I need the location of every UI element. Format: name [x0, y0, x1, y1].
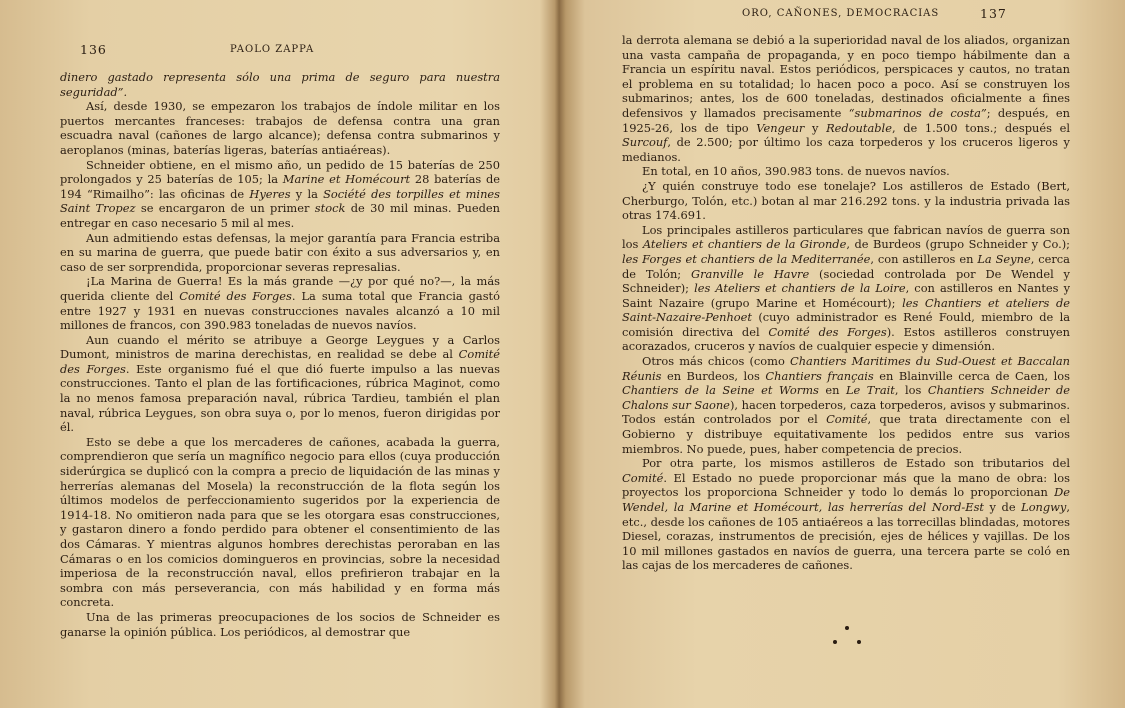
italic-text: Vengeur [756, 120, 805, 135]
paragraph [60, 158, 500, 231]
italic-text: Comité [622, 470, 664, 485]
text-run: Esto se debe a que los mercaderes de cañones, acabada la guerra, comprendieron que sería un magnífico negocio para ellos (cuya producción siderúrgica se duplicó con la compra a precio de liquidación de las minas y herrerías alemanas del Mosela) la reconstrucción de la flota según los últimos modelos de perfeccionamiento sugeridos por la experiencia de 1914-18. No omitieron nada para que se les otorgara esas construcciones, y gastaron dinero a fondo perdido para obtener el consentimiento de las dos Cámaras. Y mientras algunos hombres derechistas peroraban en las Cámaras o en los comicios domingueros en provincias, sobre la necesidad imperiosa de la reconstrucción naval, ellos prefirieron trabajar en la sombra con más perseverancia, con más habilidad y en forma más concreta. [60, 434, 500, 610]
text-run: Así, desde 1930, se empezaron los trabajos de índole militar en los puertos mercantes franceses: trabajos de defensa contra una gran escuadra naval (cañones de largo alcance); defensa contra submarinos y aeroplanos (minas, baterías ligeras, baterías antiaéreas). [60, 99, 500, 157]
text-run: , de 2.500; por último los caza torpederos y los cruceros ligeros y medianos. [622, 135, 1070, 164]
text-run: ¡La Marina de Guerra! Es la más grande —¿y por qué no?—, la más querida cliente del [60, 274, 500, 303]
text-run: Una de las primeras preocupaciones de los socios de Schneider es ganarse la opinión pública. Los periódicos, al demostrar que [60, 609, 500, 639]
text-run: y la [290, 186, 324, 201]
italic-text: Longwy [1021, 500, 1067, 514]
italic-text: dinero gastado representa sólo una prima de seguro para nuestra seguridad”. [60, 70, 500, 99]
left-running-title: PAOLO ZAPPA [230, 44, 315, 55]
italic-text: Ateliers et chantiers de la Gironde [642, 237, 847, 252]
italic-text: De Wendel, la Marine et Homécourt, las herrerías del Nord-Est [622, 485, 1070, 514]
italic-text: La Seyne [977, 251, 1031, 266]
italic-text: Comité des Forges [179, 288, 292, 303]
right-page [612, 0, 1070, 708]
left-page-number: 136 [80, 42, 107, 57]
text-run: ; después, en 1925-26, los de tipo [622, 105, 1070, 135]
italic-text: Chantiers de la Seine et Worms [622, 383, 819, 398]
paragraph [622, 223, 1070, 354]
italic-text: “submarinos de costa” [848, 105, 987, 120]
text-run: , de 1.500 tons.; después el [891, 120, 1070, 135]
text-run: en Burdeos, los [661, 368, 766, 383]
text-run: ). Estos astilleros construyen acorazados, cruceros y navíos de cualquier especie y dimensión. [622, 324, 1070, 354]
italic-text: Redoutable [826, 120, 892, 135]
text-run: Aun admitiendo estas defensas, la mejor garantía para Francia estriba en su marina de guerra, que puede batir con éxito a sus adversarios y, en caso de ser sorprendida, proporcionar severas represalias. [60, 230, 500, 274]
text-run: . La suma total que Francia gastó entre 1927 y 1931 en nuevas construcciones navales alcanzó a 10 mil millones de francos, con 390.983 toneladas de nuevos navíos. [60, 288, 500, 333]
italic-text: Société des torpilles et mines Saint Tropez [60, 186, 500, 216]
text-run: En total, en 10 años, 390.983 tons. de nuevos navíos. [642, 164, 950, 179]
text-run: (cuyo administrador es René Fould, miembro de la comisión directiva del [622, 310, 1070, 339]
paragraph [622, 354, 1070, 456]
right-body-text [622, 33, 1070, 573]
italic-text: Surcouf [622, 135, 668, 150]
italic-text: les Ateliers et chantiers de la Loire [694, 281, 906, 296]
text-run: se encargaron de un primer [135, 201, 315, 216]
paragraph [60, 99, 500, 157]
italic-text: Chantiers Maritimes du Sud-Ouest et Baccalan Réunis [622, 354, 1070, 383]
text-run: ), hacen torpederos, caza torpederos, avisos y submarinos. Todos están controlados por el [622, 397, 1070, 427]
text-run: Los principales astilleros particulares que fabrican navíos de guerra son los [622, 222, 1070, 252]
left-body-text [60, 70, 500, 639]
text-run: , los [894, 383, 928, 398]
italic-text: Comité des Forges [768, 324, 887, 339]
text-run: , cerca de Tolón; [622, 251, 1070, 281]
paragraph [622, 179, 1070, 223]
text-run: . El Estado no puede proporcionar más que la mano de obra: los proyectos los proporciona Schneider y todo lo demás lo proporcionan [622, 470, 1070, 500]
paragraph [60, 70, 500, 99]
text-run: Schneider obtiene, en el mismo año, un pedido de 15 baterías de 250 prolongados y 25 baterías de 105; la [60, 157, 500, 187]
paragraph [60, 333, 500, 435]
paragraph [622, 33, 1070, 164]
italic-text: Chantiers Schneider de Chalons sur Saone [622, 383, 1070, 412]
text-run: de 30 mil minas. Pueden entregar en caso necesario 5 mil al mes. [60, 201, 500, 230]
text-run: y de [984, 500, 1022, 514]
text-run: ¿Y quién construye todo ese tonelaje? Los astilleros de Estado (Bert, Cherburgo, Tolón, etc.) botan al mar 216.292 tons. y la industria privada las otras 174.691. [622, 178, 1070, 223]
right-page-number: 137 [980, 6, 1007, 21]
text-run: la derrota alemana se debió a la superioridad naval de los aliados, organizan una vasta campaña de propaganda, y en poco tiempo hábilmente dan a Francia un espíritu naval. Estos periódicos, perspicaces y cautos, no tratan el problema en su totalidad; lo hacen poco a poco. Así se construyen los submarinos; antes, los de 600 toneladas, destinados oficialmente a fines defensivos y llamados precisamente [622, 33, 1070, 120]
italic-text: les Chantiers et ateliers de Saint-Nazaire-Penhoet [622, 295, 1070, 325]
italic-text: stock [314, 201, 346, 216]
paragraph [60, 610, 500, 639]
italic-text: Granville le Havre [690, 266, 810, 281]
text-run: , que trata directamente con el Gobierno y distribuye equitativamente los pedidos entre sus varios miembros. No puede, pues, haber competencia de precios. [622, 412, 1070, 456]
text-run: , de Burdeos (grupo Schneider y Co.); [846, 237, 1070, 252]
right-running-title: ORO, CAÑONES, DEMOCRACIAS [742, 8, 940, 19]
text-run: en Blainville cerca de Caen, los [873, 368, 1070, 383]
left-page [40, 0, 500, 708]
italic-text: Hyeres [249, 186, 291, 201]
paragraph [60, 231, 500, 275]
paragraph [60, 274, 500, 332]
italic-text: Le Trait [845, 383, 895, 398]
italic-text: Comité [826, 412, 868, 427]
italic-text: les Forges et chantiers de la Mediterranée [622, 251, 871, 266]
text-run: Otros más chicos (como [642, 354, 790, 369]
text-run: en [818, 383, 846, 398]
italic-text: Chantiers français [765, 368, 874, 383]
text-run: , con astilleros en Nantes y Saint Nazaire (grupo Marine et Homécourt); [622, 281, 1070, 310]
text-run: , etc., desde los cañones de 105 antiaéreos a las torrecillas blindadas, motores Diesel, corazas, instrumentos de precisión, ejes de hélices y vajillas. De los 10 mil millones gastados en navíos de guerra, una tercera parte se coló en las cajas de los mercaderes de cañones. [622, 500, 1070, 573]
text-run: y [804, 120, 827, 135]
section-end-ornament [827, 624, 867, 654]
italic-text: Marine et Homécourt [282, 172, 411, 187]
text-run: 28 baterías de 194 “Rimailho”: las oficinas de [60, 172, 500, 201]
paragraph [622, 456, 1070, 573]
italic-text: Comité des Forges [60, 347, 500, 376]
text-run: (sociedad controlada por De Wendel y Schneider); [622, 266, 1070, 296]
text-run: . Este organismo fué el que dió fuerte impulso a las nuevas construcciones. Tanto el plan de las fortificaciones, rúbrica Maginot, como la no menos famosa preparación naval, rúbrica Tardieu, también el plan naval, rúbrica Leygues, son obra suya o, por lo menos, fueron dirigidas por él. [60, 361, 500, 435]
text-run: Por otra parte, los mismos astilleros de Estado son tributarios del [642, 456, 1070, 471]
text-run: , con astilleros en [870, 251, 978, 266]
text-run: Aun cuando el mérito se atribuye a George Leygues y a Carlos Dumont, ministros de marina derechistas, en realidad se debe al [60, 332, 500, 362]
paragraph [622, 164, 1070, 179]
paragraph [60, 435, 500, 610]
